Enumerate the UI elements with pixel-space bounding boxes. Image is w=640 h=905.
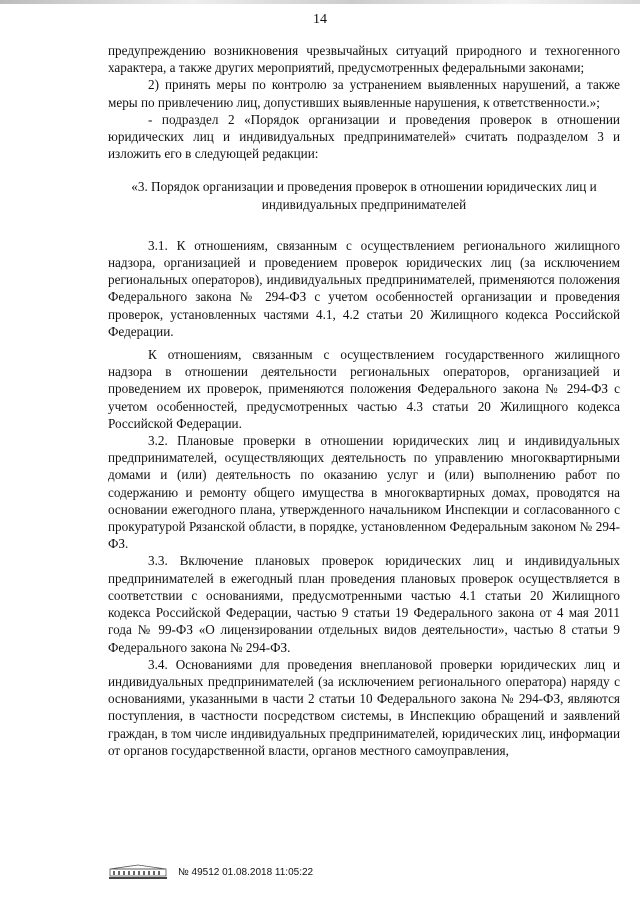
paragraph: 3.3. Включение плановых проверок юридических лиц и индивидуальных предпринимателей в ежегодный план проведения плановых проверок осуществляется в соответствии с основаниями, предусмотренными частью 4.1 статьи 20 Жилищного кодекса Российской Федерации, частью 9 статьи 19 Федерального закона от 4 мая 2011 года № 99-ФЗ «О лицензировании отдельных видов деятельности», частью 8 статьи 9 Федерального закона № 294-ФЗ.: [108, 553, 620, 655]
document-footer: [108, 862, 313, 882]
paragraph: 2) принять меры по контролю за устранением выявленных нарушений, а также меры по привлечению лиц, допустивших выявленные нарушения, к ответственности.»;: [108, 77, 620, 110]
paragraph: - подраздел 2 «Порядок организации и проведения проверок в отношении юридических лиц и индивидуальных предпринимателей» считать подразделом 3 и изложить его в следующей редакции:: [108, 111, 620, 162]
registration-seal-icon: [108, 864, 168, 880]
paragraph: предупреждению возникновения чрезвычайных ситуаций природного и техногенного характера, а также других мероприятий, предусмотренных федеральными законами;: [108, 43, 620, 76]
paragraph: 3.2. Плановые проверки в отношении юридических лиц и индивидуальных предпринимателей, осуществляющих деятельность по управлению многоквартирными домами и (или) деятельность по оказанию услуг и (или) выполнению работ по содержанию и ремонту общего имущества в многоквартирных домах, проводятся на основании ежегодного плана, утвержденного начальником Инспекции и согласованного с прокуратурой Рязанской области, в порядке, установленном Федеральным законом № 294-ФЗ.: [108, 433, 620, 552]
paragraph: 3.4. Основаниями для проведения внеплановой проверки юридических лиц и индивидуальных предпринимателей (за исключением регионального оператора) наряду с основаниями, указанными в части 2 статьи 10 Федерального закона № 294-ФЗ, являются поступления, в частности посредством системы, в Инспекцию обращений и заявлений граждан, в том числе индивидуальных предпринимателей, юридических лиц, информации от органов государственной власти, органов местного самоуправления,: [108, 656, 620, 758]
section-heading: «3. Порядок организации и проведения проверок в отношении юридических лиц и индивидуальных предпринимателей: [131, 179, 597, 212]
registration-stamp: № 49512 01.08.2018 11:05:22: [178, 866, 314, 878]
document-body: [108, 42, 620, 759]
scan-edge: [0, 0, 640, 4]
paragraph: К отношениям, связанным с осуществлением государственного жилищного надзора в отношении деятельности региональных операторов, организацией и проведением их проверок, применяются положения Федерального закона № 294-ФЗ с учетом особенностей, предусмотренных частью 4.3 статьи 20 Жилищного кодекса Российской Федерации.: [108, 347, 620, 431]
paragraph: 3.1. К отношениям, связанным с осуществлением регионального жилищного надзора, организацией и проведением проверок юридических лиц (за исключением региональных операторов), индивидуальных предпринимателей, применяются положения Федерального закона № 294-ФЗ с учетом особенностей организации и проведения проверок, установленных частями 4.1, 4.2 статьи 20 Жилищного кодекса Российской Федерации.: [108, 237, 620, 339]
page-number: 14: [313, 12, 327, 27]
